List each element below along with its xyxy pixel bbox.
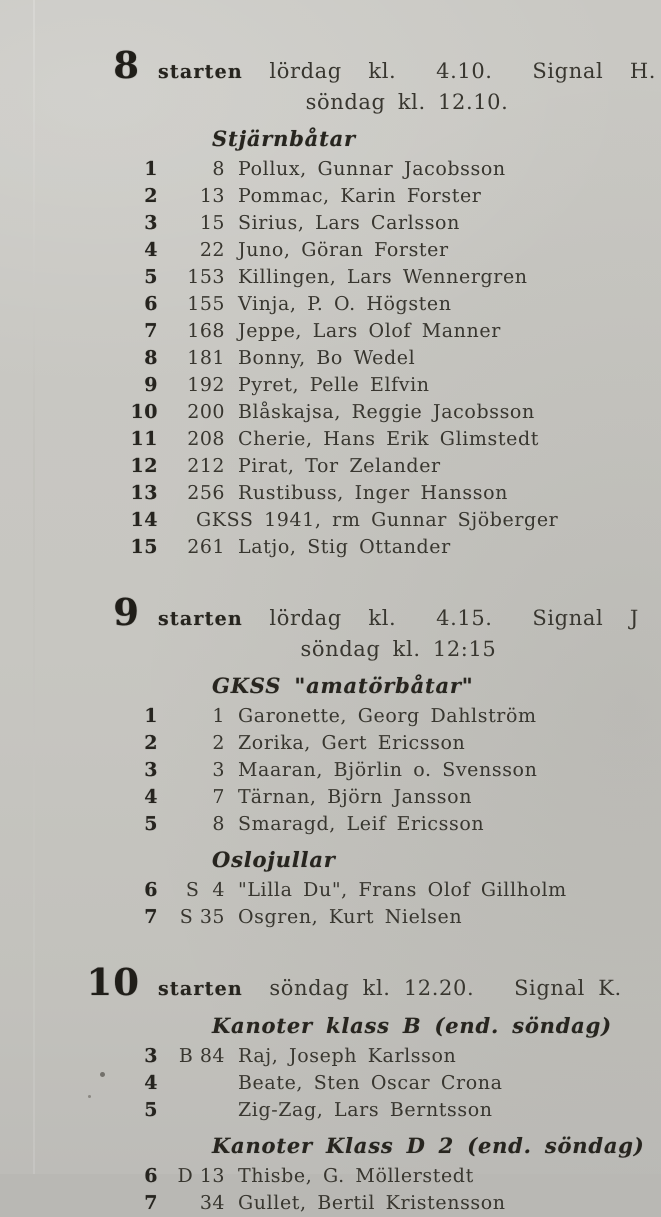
starten-label: starten: [158, 978, 243, 1000]
boat-and-skipper: Pommac, Karin Forster: [238, 185, 482, 207]
sail-number: 192: [187, 374, 225, 396]
boat-and-skipper: Smaragd, Leif Ericsson: [238, 813, 485, 835]
boat-and-skipper: Raj, Joseph Karlsson: [238, 1045, 457, 1067]
sail-number: S 4: [185, 879, 225, 901]
start-section: [0, 590, 661, 931]
schedule-line1: [158, 976, 622, 1000]
sail-number: B 84: [178, 1045, 225, 1067]
boat-and-skipper: GKSS 1941, rm Gunnar Sjöberger: [196, 509, 559, 531]
class-groups: [0, 673, 661, 931]
boat-class-group: [0, 673, 661, 838]
entry-row: [0, 318, 661, 345]
boat-and-skipper: Thisbe, G. Möllerstedt: [238, 1165, 474, 1187]
starten-label: starten: [158, 61, 243, 83]
boat-class-group: [0, 126, 661, 561]
sail-number: 153: [187, 266, 225, 288]
section-header: [0, 590, 661, 664]
entry-row: [0, 811, 661, 838]
boat-and-skipper: Gullet, Bertil Kristensson: [238, 1192, 506, 1214]
start-section: [0, 43, 661, 561]
entry-rank: 4: [144, 786, 158, 808]
entry-row: [0, 534, 661, 561]
entry-rank: 5: [144, 266, 158, 288]
entry-row: [0, 156, 661, 183]
sail-number: 22: [199, 239, 225, 261]
entry-row: [0, 757, 661, 784]
schedule-line1: [158, 606, 639, 630]
entry-rank: 9: [144, 374, 158, 396]
sail-number: D 13: [177, 1165, 225, 1187]
sail-number: 212: [187, 455, 225, 477]
entry-rank: 7: [144, 906, 158, 928]
entry-list: [0, 703, 661, 838]
sail-number: 208: [187, 428, 225, 450]
entry-list: [0, 1163, 661, 1217]
entry-row: [0, 703, 661, 730]
entry-rank: 13: [130, 482, 158, 504]
entry-row: [0, 183, 661, 210]
boat-and-skipper: Rustibuss, Inger Hansson: [238, 482, 508, 504]
sail-number: 1: [212, 705, 225, 727]
entry-row: [0, 399, 661, 426]
sail-number: [158, 1070, 225, 1097]
boat-and-skipper: Jeppe, Lars Olof Manner: [238, 320, 501, 342]
entry-row: [0, 210, 661, 237]
section-header: [0, 960, 661, 1004]
boat-class-title: Oslojullar: [212, 847, 336, 872]
boat-and-skipper: Tärnan, Björn Jansson: [238, 786, 473, 808]
ink-speck: [100, 1072, 105, 1077]
entry-row: [0, 426, 661, 453]
sail-number: 200: [187, 401, 225, 423]
entry-rank: 3: [144, 212, 158, 234]
boat-and-skipper: "Lilla Du", Frans Olof Gillholm: [238, 879, 567, 901]
entry-rank: 6: [144, 1165, 158, 1187]
boat-and-skipper: Killingen, Lars Wennergren: [238, 266, 528, 288]
entry-row: [0, 345, 661, 372]
entry-rank: 2: [144, 185, 158, 207]
entry-rank: 15: [130, 536, 158, 558]
sail-number: 256: [187, 482, 225, 504]
start-number: 8: [113, 43, 140, 87]
entry-row: [0, 1097, 661, 1124]
boat-and-skipper: Beate, Sten Oscar Crona: [238, 1072, 503, 1094]
boat-class-title: Kanoter klass B (end. söndag): [212, 1013, 612, 1038]
sail-number: 2: [212, 732, 225, 754]
race-program: [0, 43, 661, 1217]
entry-rank: 3: [144, 1045, 158, 1067]
section-schedule: [158, 973, 622, 1004]
sail-number: 261: [187, 536, 225, 558]
sail-number: S 35: [179, 906, 225, 928]
entry-rank: 5: [144, 813, 158, 835]
entry-row: [0, 877, 661, 904]
boat-class-group: [0, 1133, 661, 1217]
sail-number: 8: [212, 158, 225, 180]
sail-number: 181: [187, 347, 225, 369]
entry-row: [0, 264, 661, 291]
schedule-line2: söndag kl. 12:15: [300, 637, 497, 661]
entry-rank: 6: [144, 879, 158, 901]
boat-and-skipper: Maaran, Björlin o. Svensson: [238, 759, 538, 781]
entry-rank: 12: [130, 455, 158, 477]
section-schedule: [158, 603, 639, 664]
entry-rank: 7: [144, 1192, 158, 1214]
boat-class-title: Kanoter Klass D 2 (end. söndag): [212, 1133, 645, 1158]
paper-crease: [33, 0, 35, 1174]
entry-rank: 2: [144, 732, 158, 754]
entry-rank: 5: [144, 1099, 158, 1121]
boat-class-group: [0, 1013, 661, 1124]
entry-list: [0, 877, 661, 931]
sail-number: 155: [187, 293, 225, 315]
entry-rank: 4: [144, 1072, 158, 1094]
class-groups: [0, 126, 661, 561]
boat-and-skipper: Juno, Göran Forster: [238, 239, 449, 261]
sail-number: 34: [199, 1192, 225, 1214]
boat-and-skipper: Vinja, P. O. Högsten: [238, 293, 452, 315]
schedule-line2: söndag kl. 12.10.: [305, 90, 509, 114]
boat-and-skipper: Latjo, Stig Ottander: [238, 536, 451, 558]
sail-number: 3: [212, 759, 225, 781]
boat-and-skipper: Zig-Zag, Lars Berntsson: [238, 1099, 493, 1121]
entry-rank: 1: [144, 705, 158, 727]
entry-row: [0, 480, 661, 507]
entry-rank: 4: [144, 239, 158, 261]
entry-rank: 7: [144, 320, 158, 342]
entry-row: [0, 372, 661, 399]
boat-and-skipper: Pyret, Pelle Elfvin: [238, 374, 430, 396]
sail-number: 15: [199, 212, 225, 234]
boat-class-title: GKSS "amatörbåtar": [212, 673, 474, 698]
ink-speck: [88, 1095, 91, 1098]
boat-and-skipper: Garonette, Georg Dahlström: [238, 705, 537, 727]
entry-row: [0, 507, 661, 534]
entry-row: [0, 1190, 661, 1217]
entry-row: [0, 453, 661, 480]
entry-rank: 6: [144, 293, 158, 315]
entry-rank: 10: [130, 401, 158, 423]
entry-row: [0, 237, 661, 264]
boat-class-title: Stjärnbåtar: [212, 126, 356, 151]
entry-list: [0, 156, 661, 561]
entry-rank: 11: [130, 428, 158, 450]
sail-number: 8: [212, 813, 225, 835]
sail-number: [158, 1097, 225, 1124]
schedule-line1-text: lördag kl. 4.15. Signal J: [242, 606, 639, 630]
boat-class-group: [0, 847, 661, 931]
entry-rank: 3: [144, 759, 158, 781]
boat-and-skipper: Sirius, Lars Carlsson: [238, 212, 460, 234]
boat-and-skipper: Blåskajsa, Reggie Jacobsson: [238, 401, 535, 423]
start-section: [0, 960, 661, 1217]
entry-row: [0, 1043, 661, 1070]
boat-and-skipper: Osgren, Kurt Nielsen: [238, 906, 463, 928]
boat-and-skipper: Bonny, Bo Wedel: [238, 347, 416, 369]
boat-and-skipper: Zorika, Gert Ericsson: [238, 732, 466, 754]
sail-number: 168: [187, 320, 225, 342]
boat-and-skipper: Pirat, Tor Zelander: [238, 455, 441, 477]
class-groups: [0, 1013, 661, 1217]
section-schedule: [158, 56, 656, 117]
start-number: 9: [113, 590, 140, 634]
entry-rank: 14: [130, 509, 158, 531]
schedule-line1: [158, 59, 656, 83]
section-header: [0, 43, 661, 117]
entry-rank: 1: [144, 158, 158, 180]
entry-row: [0, 291, 661, 318]
start-number: 10: [86, 960, 140, 1004]
schedule-line1-text: lördag kl. 4.10. Signal H.: [242, 59, 657, 83]
starten-label: starten: [158, 608, 243, 630]
entry-row: [0, 784, 661, 811]
sail-number: 7: [212, 786, 225, 808]
entry-row: [0, 904, 661, 931]
entry-rank: 8: [144, 347, 158, 369]
entry-list: [0, 1043, 661, 1124]
boat-and-skipper: Cherie, Hans Erik Glimstedt: [238, 428, 539, 450]
sail-number: 13: [199, 185, 225, 207]
schedule-line1-text: söndag kl. 12.20. Signal K.: [242, 976, 622, 1000]
boat-and-skipper: Pollux, Gunnar Jacobsson: [238, 158, 506, 180]
entry-row: [0, 1163, 661, 1190]
entry-row: [0, 730, 661, 757]
